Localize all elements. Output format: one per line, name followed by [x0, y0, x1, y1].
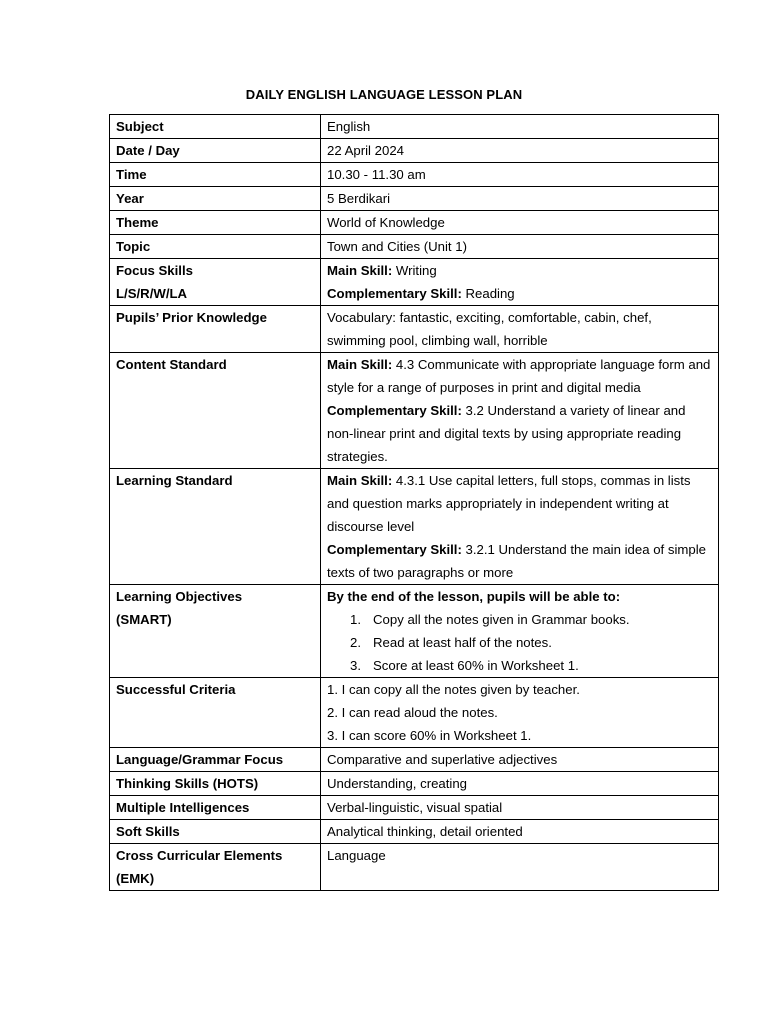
objective-text: Read at least half of the notes.: [373, 635, 552, 650]
row-theme: [110, 211, 719, 235]
theme-label: Theme: [110, 211, 321, 235]
thinking-skills-value: Understanding, creating: [321, 772, 719, 796]
row-success-criteria: [110, 678, 719, 748]
objective-number: 2.: [350, 635, 361, 650]
learning-comp-skill-value: 3.2.1 Understand the main idea of simple texts of two paragraphs or more: [327, 542, 706, 580]
cross-curricular-sublabel: (EMK): [116, 871, 155, 886]
soft-skills-value: Analytical thinking, detail oriented: [321, 820, 719, 844]
content-standard-value-cell: [321, 353, 719, 469]
multiple-intelligences-value: Verbal-linguistic, visual spatial: [321, 796, 719, 820]
objective-text: Score at least 60% in Worksheet 1.: [373, 658, 579, 673]
row-cross-curricular: [110, 844, 719, 891]
prior-knowledge-label: Pupils’ Prior Knowledge: [110, 306, 321, 353]
lesson-plan-table: [109, 114, 719, 891]
content-comp-skill-value: 3.2 Understand a variety of linear and non-linear print and digital texts by using appropriate reading strategies.: [327, 403, 686, 464]
thinking-skills-label: Thinking Skills (HOTS): [110, 772, 321, 796]
row-learning-objectives: [110, 585, 719, 678]
prior-knowledge-value: Vocabulary: fantastic, exciting, comfortable, cabin, chef, swimming pool, climbing wall, horrible: [321, 306, 719, 353]
row-focus-skills: [110, 259, 719, 306]
year-label: Year: [110, 187, 321, 211]
row-year: [110, 187, 719, 211]
objective-item: [327, 631, 712, 654]
learning-comp-skill-label: Complementary Skill:: [327, 542, 462, 557]
document-title-text: DAILY ENGLISH LANGUAGE LESSON PLAN: [245, 87, 523, 102]
date-value: 22 April 2024: [321, 139, 719, 163]
subject-value: English: [321, 115, 719, 139]
row-date: [110, 139, 719, 163]
criteria-item: 2. I can read aloud the notes.: [327, 705, 498, 720]
learning-standard-value-cell: [321, 469, 719, 585]
row-grammar-focus: [110, 748, 719, 772]
success-criteria-label: Successful Criteria: [110, 678, 321, 748]
learning-objectives-sublabel: (SMART): [116, 612, 172, 627]
row-learning-standard: [110, 469, 719, 585]
objective-text: Copy all the notes given in Grammar books.: [373, 612, 630, 627]
criteria-item: 3. I can score 60% in Worksheet 1.: [327, 728, 532, 743]
content-main-skill-value: 4.3 Communicate with appropriate language form and style for a range of purposes in print and digital media: [327, 357, 711, 395]
soft-skills-label: Soft Skills: [110, 820, 321, 844]
focus-main-skill-value: Writing: [395, 263, 437, 278]
row-time: [110, 163, 719, 187]
focus-comp-skill-label: Complementary Skill:: [327, 286, 462, 301]
focus-main-skill: [327, 259, 712, 282]
learning-objectives-value-cell: [321, 585, 719, 678]
content-comp-skill: [327, 399, 712, 468]
row-multiple-intelligences: [110, 796, 719, 820]
criteria-item: 1. I can copy all the notes given by teacher.: [327, 682, 580, 697]
focus-skills-label-cell: [110, 259, 321, 306]
content-main-skill-label: Main Skill:: [327, 357, 393, 372]
theme-value: World of Knowledge: [321, 211, 719, 235]
cross-curricular-value: Language: [321, 844, 719, 891]
row-soft-skills: [110, 820, 719, 844]
learning-main-skill: [327, 469, 712, 538]
content-comp-skill-label: Complementary Skill:: [327, 403, 462, 418]
objectives-list: [327, 608, 712, 677]
subject-label: Subject: [110, 115, 321, 139]
learning-main-skill-value: 4.3.1 Use capital letters, full stops, commas in lists and question marks appropriately in independent writing at discourse level: [327, 473, 691, 534]
success-criteria-value-cell: [321, 678, 719, 748]
focus-comp-skill: [327, 282, 712, 305]
focus-skills-sublabel: L/S/R/W/LA: [116, 286, 188, 301]
focus-comp-skill-value: Reading: [465, 286, 515, 301]
grammar-focus-value: Comparative and superlative adjectives: [321, 748, 719, 772]
learning-objectives-label: Learning Objectives: [116, 589, 243, 604]
content-standard-label: Content Standard: [110, 353, 321, 469]
learning-objectives-intro: By the end of the lesson, pupils will be able to:: [327, 589, 621, 604]
date-label: Date / Day: [110, 139, 321, 163]
objective-item: [327, 608, 712, 631]
learning-main-skill-label: Main Skill:: [327, 473, 393, 488]
topic-value: Town and Cities (Unit 1): [321, 235, 719, 259]
learning-objectives-label-cell: [110, 585, 321, 678]
grammar-focus-label: Language/Grammar Focus: [110, 748, 321, 772]
multiple-intelligences-label: Multiple Intelligences: [110, 796, 321, 820]
topic-label: Topic: [110, 235, 321, 259]
objective-item: [327, 654, 712, 677]
focus-skills-value-cell: [321, 259, 719, 306]
cross-curricular-label: Cross Curricular Elements: [116, 848, 283, 863]
document-title: [0, 87, 768, 102]
focus-main-skill-label: Main Skill:: [327, 263, 393, 278]
focus-skills-label: Focus Skills: [116, 263, 193, 278]
objective-number: 1.: [350, 612, 361, 627]
row-thinking-skills: [110, 772, 719, 796]
row-topic: [110, 235, 719, 259]
time-label: Time: [110, 163, 321, 187]
row-prior-knowledge: [110, 306, 719, 353]
content-main-skill: [327, 353, 712, 399]
objective-number: 3.: [350, 658, 361, 673]
year-value: 5 Berdikari: [321, 187, 719, 211]
time-value: 10.30 - 11.30 am: [321, 163, 719, 187]
row-subject: [110, 115, 719, 139]
cross-curricular-label-cell: [110, 844, 321, 891]
learning-standard-label: Learning Standard: [110, 469, 321, 585]
learning-comp-skill: [327, 538, 712, 584]
row-content-standard: [110, 353, 719, 469]
